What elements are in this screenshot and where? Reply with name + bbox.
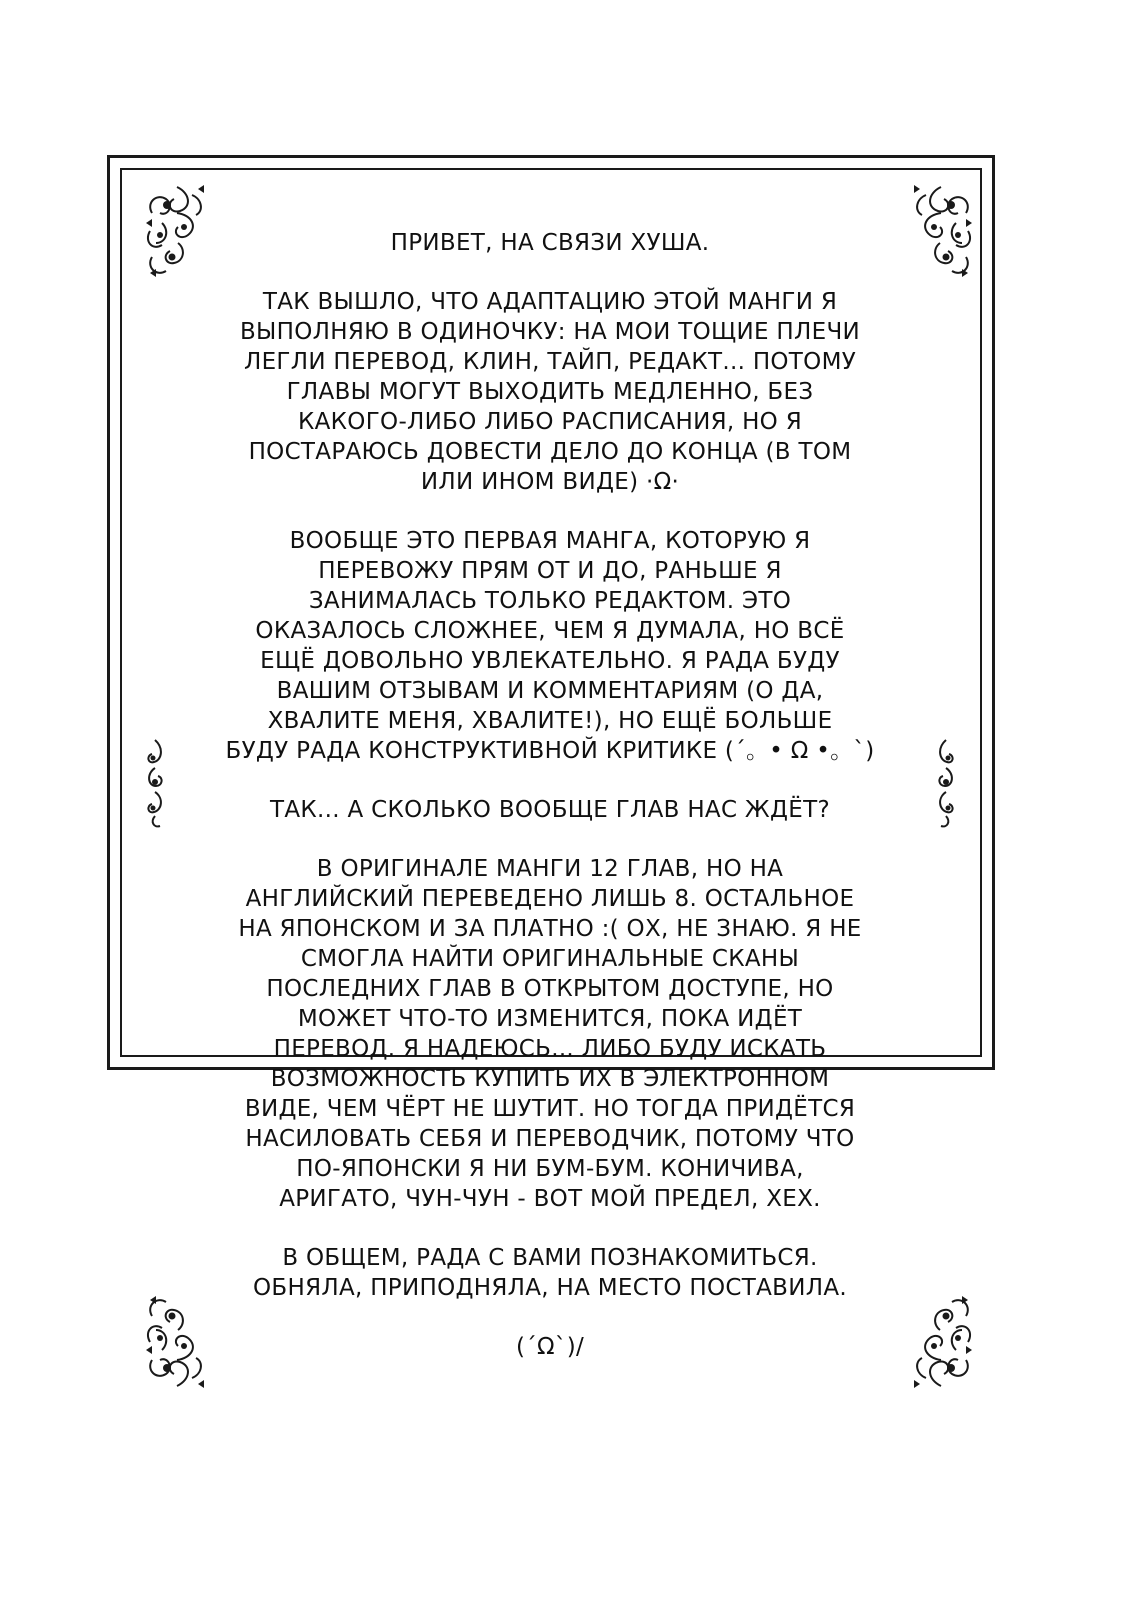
text-line: ПОСЛЕДНИХ ГЛАВ В ОТКРЫТОМ ДОСТУПЕ, НО [266,976,834,1002]
text-line: ЕЩЁ ДОВОЛЬНО УВЛЕКАТЕЛЬНО. Я РАДА БУДУ [260,648,840,674]
text-line: НА ЯПОНСКОМ И ЗА ПЛАТНО :( ОХ, НЕ ЗНАЮ. Я НЕ [238,916,862,942]
text-line: ЛЕГЛИ ПЕРЕВОД, КЛИН, ТАЙП, РЕДАКТ... ПОТОМУ [243,349,857,375]
greeting: ПРИВЕТ, НА СВЯЗИ ХУША. [390,230,710,256]
paragraph-first-manga [200,526,900,766]
side-ornament-icon [142,738,168,828]
paragraph-closing [200,1243,900,1303]
text-line: ВАШИМ ОТЗЫВАМ И КОММЕНТАРИЯМ (О ДА, [276,678,824,704]
text-line: ИЛИ ИНОМ ВИДЕ) ·Ω· [420,469,680,495]
text-line: АНГЛИЙСКИЙ ПЕРЕВЕДЕНО ЛИШЬ 8. ОСТАЛЬНОЕ [245,886,855,912]
text-line: ЗАНИМАЛАСЬ ТОЛЬКО РЕДАКТОМ. ЭТО [308,588,792,614]
text-line: ХВАЛИТЕ МЕНЯ, ХВАЛИТЕ!), НО ЕЩЁ БОЛЬШЕ [267,708,833,734]
text-line: СМОГЛА НАЙТИ ОРИГИНАЛЬНЫЕ СКАНЫ [300,946,800,972]
paragraph-question [200,795,900,825]
text-line: АРИГАТО, ЧУН-ЧУН - ВОТ МОЙ ПРЕДЕЛ, ХЕХ. [279,1186,821,1212]
text-line: ВООБЩЕ ЭТО ПЕРВАЯ МАНГА, КОТОРУЮ Я [289,528,811,554]
text-line: ТАК... А СКОЛЬКО ВООБЩЕ ГЛАВ НАС ЖДЁТ? [270,797,830,823]
translator-note-body [200,228,900,1391]
side-ornament-icon [933,738,959,828]
text-line: ПЕРЕВОЖУ ПРЯМ ОТ И ДО, РАНЬШЕ Я [318,558,782,584]
corner-ornament-icon [906,1290,976,1390]
text-line: ПОСТАРАЮСЬ ДОВЕСТИ ДЕЛО ДО КОНЦА (В ТОМ [248,439,852,465]
closing-emoticon: (´Ω`)/ [515,1334,585,1360]
text-line: В ОРИГИНАЛЕ МАНГИ 12 ГЛАВ, НО НА [316,856,784,882]
text-line: НАСИЛОВАТЬ СЕБЯ И ПЕРЕВОДЧИК, ПОТОМУ ЧТО [245,1126,855,1152]
paragraph-about-adaptation [200,287,900,497]
text-line: КАКОГО-ЛИБО ЛИБО РАСПИСАНИЯ, НО Я [298,409,802,435]
text-line: ОКАЗАЛОСЬ СЛОЖНЕЕ, ЧЕМ Я ДУМАЛА, НО ВСЁ [255,618,845,644]
text-line: ТАК ВЫШЛО, ЧТО АДАПТАЦИЮ ЭТОЙ МАНГИ Я [262,289,838,315]
text-line: В ОБЩЕМ, РАДА С ВАМИ ПОЗНАКОМИТЬСЯ. [282,1245,818,1271]
paragraph-chapter-count [200,854,900,1214]
text-line: ПЕРЕВОД. Я НАДЕЮСЬ... ЛИБО БУДУ ИСКАТЬ [273,1036,827,1062]
text-line: ВЫПОЛНЯЮ В ОДИНОЧКУ: НА МОИ ТОЩИЕ ПЛЕЧИ [239,319,861,345]
corner-ornament-icon [906,183,976,283]
text-line: ГЛАВЫ МОГУТ ВЫХОДИТЬ МЕДЛЕННО, БЕЗ [286,379,814,405]
text-line: ВИДЕ, ЧЕМ ЧЁРТ НЕ ШУТИТ. НО ТОГДА ПРИДЁТСЯ [244,1096,856,1122]
text-line: БУДУ РАДА КОНСТРУКТИВНОЙ КРИТИКЕ (´。• Ω •。`) [225,738,875,764]
text-line: ОБНЯЛА, ПРИПОДНЯЛА, НА МЕСТО ПОСТАВИЛА. [253,1275,847,1301]
text-line: ВОЗМОЖНОСТЬ КУПИТЬ ИХ В ЭЛЕКТРОННОМ [270,1066,830,1092]
text-line: ПО-ЯПОНСКИ Я НИ БУМ-БУМ. КОНИЧИВА, [296,1156,804,1182]
text-line: МОЖЕТ ЧТО-ТО ИЗМЕНИТСЯ, ПОКА ИДЁТ [297,1006,803,1032]
